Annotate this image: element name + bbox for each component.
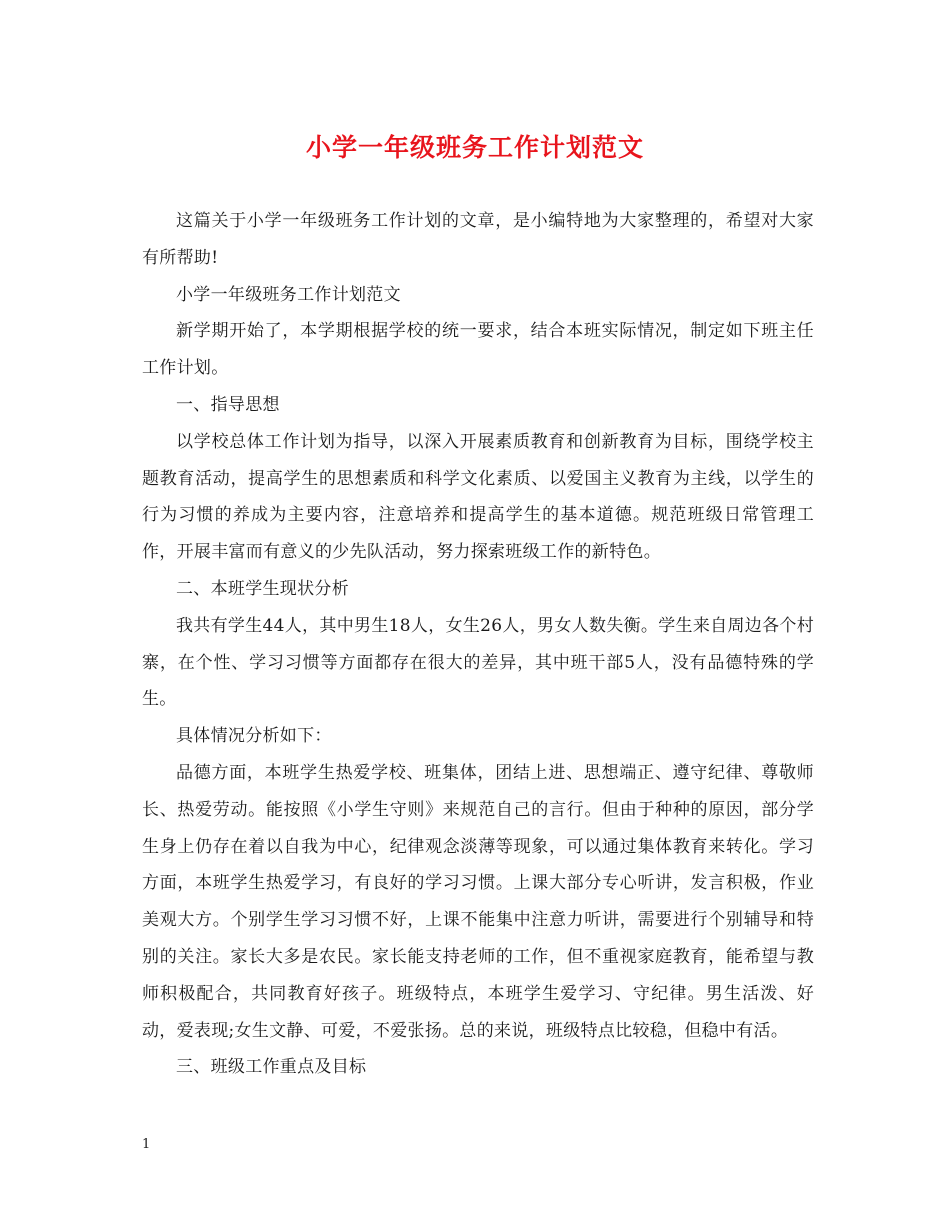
document-title: 小学一年级班务工作计划范文 [305, 133, 644, 162]
subtitle-paragraph: 小学一年级班务工作计划范文 [176, 284, 401, 305]
document-body [142, 203, 814, 1086]
guiding-ideas-paragraph: 以学校总体工作计划为指导，以深入开展素质教育和创新教育为目标，围绕学校主题教育活动，提高学生的思想素质和科学文化素质、以爱国主义教育为主线，以学生的行为习惯的养成为主要内容，注意培养和提高学生的基本道德。规范班级日常管理工作，开展丰富而有意义的少先队活动，努力探索班级工作的新特色。 [142, 431, 814, 563]
analysis-detail-heading: 具体情况分析如下： [176, 726, 332, 747]
section-heading-focus-goals: 三、班级工作重点及目标 [176, 1057, 367, 1078]
intro-paragraph: 这篇关于小学一年级班务工作计划的文章，是小编特地为大家整理的，希望对大家有所帮助! [142, 211, 814, 268]
analysis-detail-paragraph: 品德方面，本班学生热爱学校、班集体，团结上进、思想端正、遵守纪律、尊敬师长、热爱劳动。能按照《小学生守则》来规范自己的言行。但由于种种的原因，部分学生身上仍存在着以自我为中心，纪律观念淡薄等现象，可以通过集体教育来转化。学习方面，本班学生热爱学习，有良好的学习习惯。上课大部分专心听讲，发言积极，作业美观大方。个别学生学习习惯不好，上课不能集中注意力听讲，需要进行个别辅导和特别的关注。家长大多是农民。家长能支持老师的工作，但不重视家庭教育，能希望与教师积极配合，共同教育好孩子。班级特点，本班学生爱学习、守纪律。男生活泼、好动，爱表现;女生文静、可爱，不爱张扬。总的来说，班级特点比较稳，但稳中有活。 [142, 762, 814, 1041]
class-analysis-paragraph: 我共有学生44人，其中男生18人，女生26人，男女人数失衡。学生来自周边各个村寨，在个性、学习习惯等方面都存在很大的差异，其中班干部5人，没有品德特殊的学生。 [142, 615, 814, 710]
section-heading-class-analysis: 二、本班学生现状分析 [176, 578, 349, 599]
page-number: 1 [142, 1137, 151, 1152]
opening-paragraph: 新学期开始了，本学期根据学校的统一要求，结合本班实际情况，制定如下班主任工作计划。 [142, 321, 814, 379]
section-heading-guiding-ideas: 一、指导思想 [176, 394, 280, 415]
